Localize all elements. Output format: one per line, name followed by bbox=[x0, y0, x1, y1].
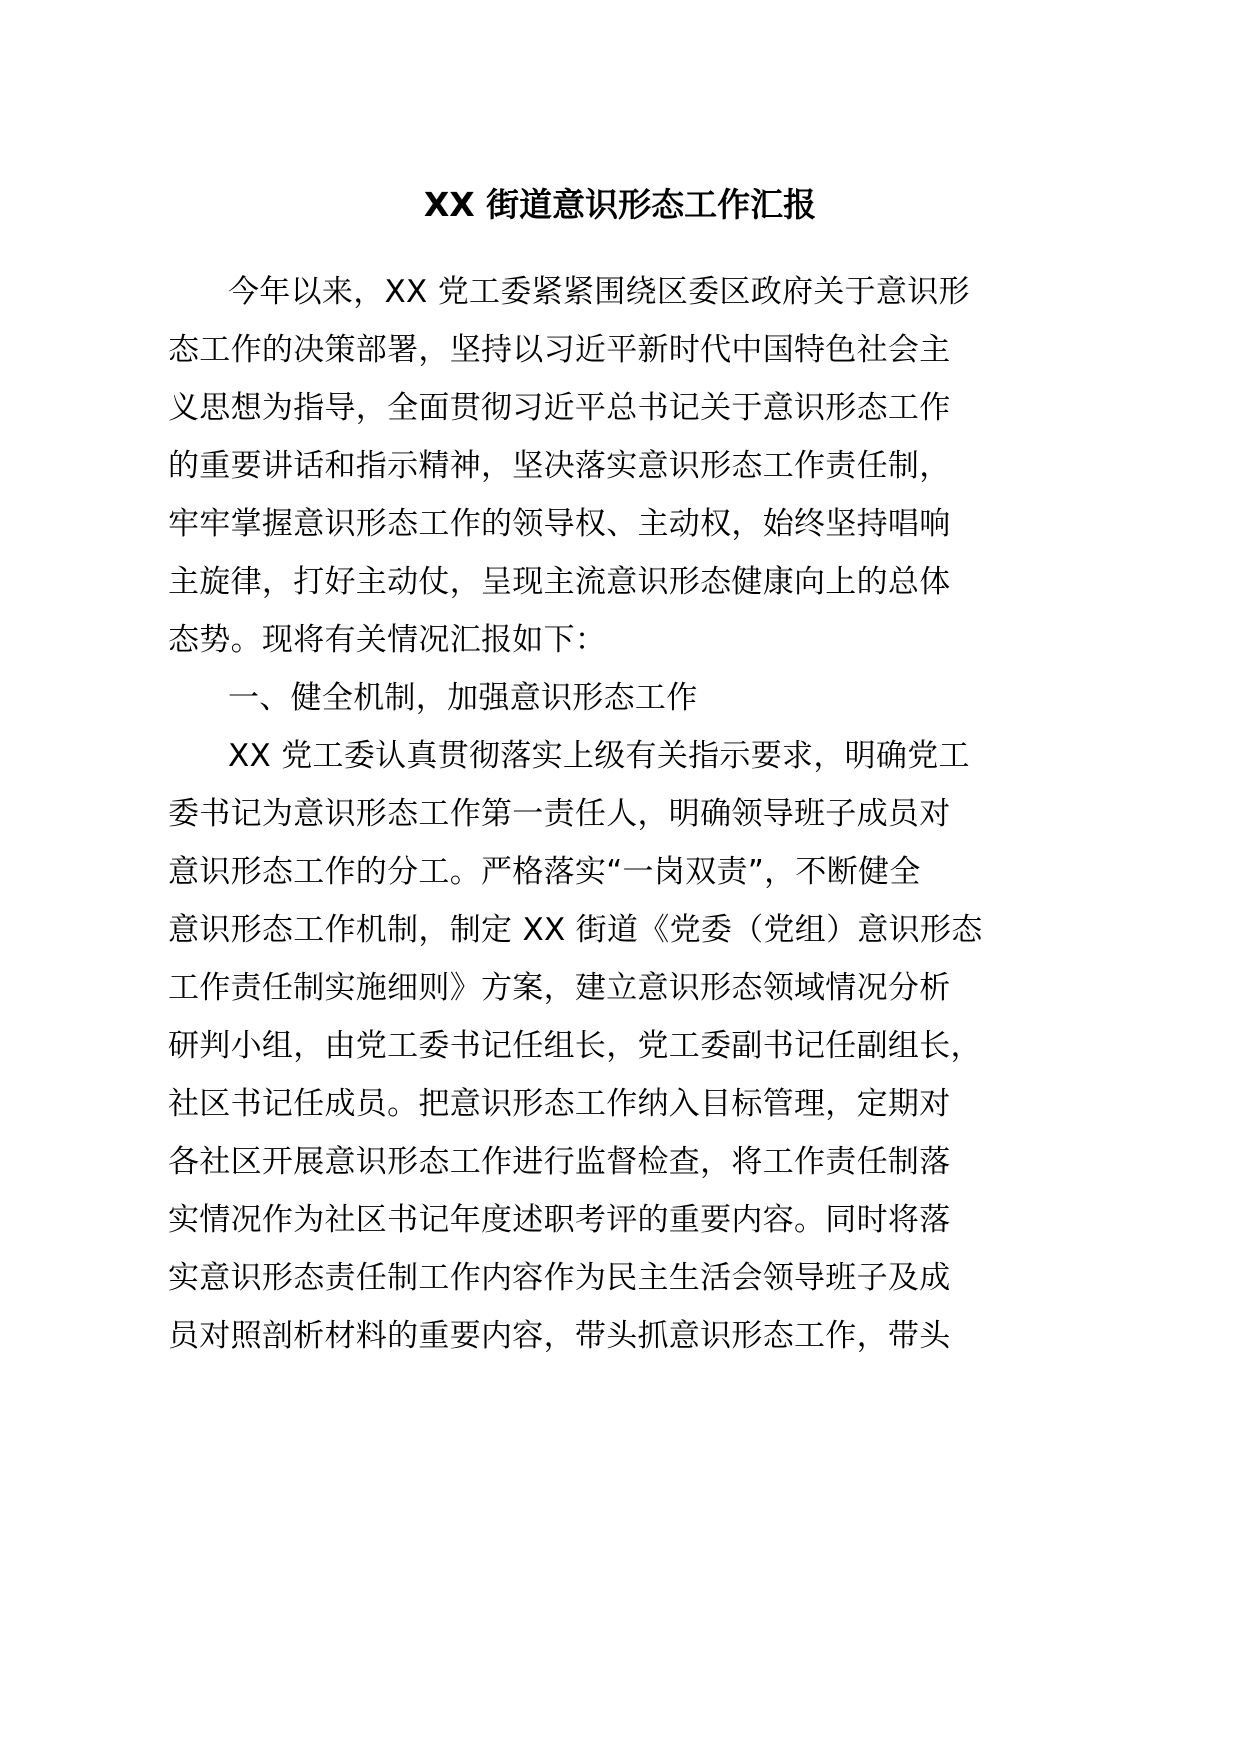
paragraph-2-line: 员对照剖析材料的重要内容，带头抓意识形态工作，带头 bbox=[168, 1318, 951, 1354]
section-heading-1: 一、健全机制，加强意识形态工作 bbox=[228, 680, 698, 716]
paragraph-2-line: 研判小组，由党工委书记任组长，党工委副书记任副组长， bbox=[168, 1028, 982, 1064]
paragraph-2-line: 委书记为意识形态工作第一责任人，明确领导班子成员对 bbox=[168, 796, 951, 832]
document-title: XX 街道意识形态工作汇报 bbox=[423, 185, 817, 224]
paragraph-2-line: 实意识形态责任制工作内容作为民主生活会领导班子及成 bbox=[168, 1260, 951, 1296]
paragraph-2-line: 社区书记任成员。把意识形态工作纳入目标管理，定期对 bbox=[168, 1086, 951, 1122]
paragraph-1-line: 今年以来，XX 党工委紧紧围绕区委区政府关于意识形 bbox=[228, 274, 970, 310]
paragraph-2-line: 各社区开展意识形态工作进行监督检查，将工作责任制落 bbox=[168, 1144, 951, 1180]
paragraph-1-line: 义思想为指导，全面贯彻习近平总书记关于意识形态工作 bbox=[168, 390, 951, 426]
paragraph-2-line: 意识形态工作的分工。严格落实“一岗双责”，不断健全 bbox=[168, 854, 921, 890]
paragraph-1-line: 的重要讲话和指示精神，坚决落实意识形态工作责任制， bbox=[168, 448, 951, 484]
paragraph-1-line: 主旋律，打好主动仗，呈现主流意识形态健康向上的总体 bbox=[168, 564, 951, 600]
paragraph-1-line: 态势。现将有关情况汇报如下： bbox=[168, 622, 607, 658]
paragraph-1-line: 牢牢掌握意识形态工作的领导权、主动权，始终坚持唱响 bbox=[168, 506, 951, 542]
paragraph-2-line: 工作责任制实施细则》方案，建立意识形态领域情况分析 bbox=[168, 970, 951, 1006]
paragraph-2-line: 意识形态工作机制，制定 XX 街道《党委（党组）意识形态 bbox=[168, 912, 983, 948]
paragraph-2-line: XX 党工委认真贯彻落实上级有关指示要求，明确党工 bbox=[228, 738, 970, 774]
paragraph-1-line: 态工作的决策部署，坚持以习近平新时代中国特色社会主 bbox=[168, 332, 951, 368]
paragraph-2-line: 实情况作为社区书记年度述职考评的重要内容。同时将落 bbox=[168, 1202, 951, 1238]
